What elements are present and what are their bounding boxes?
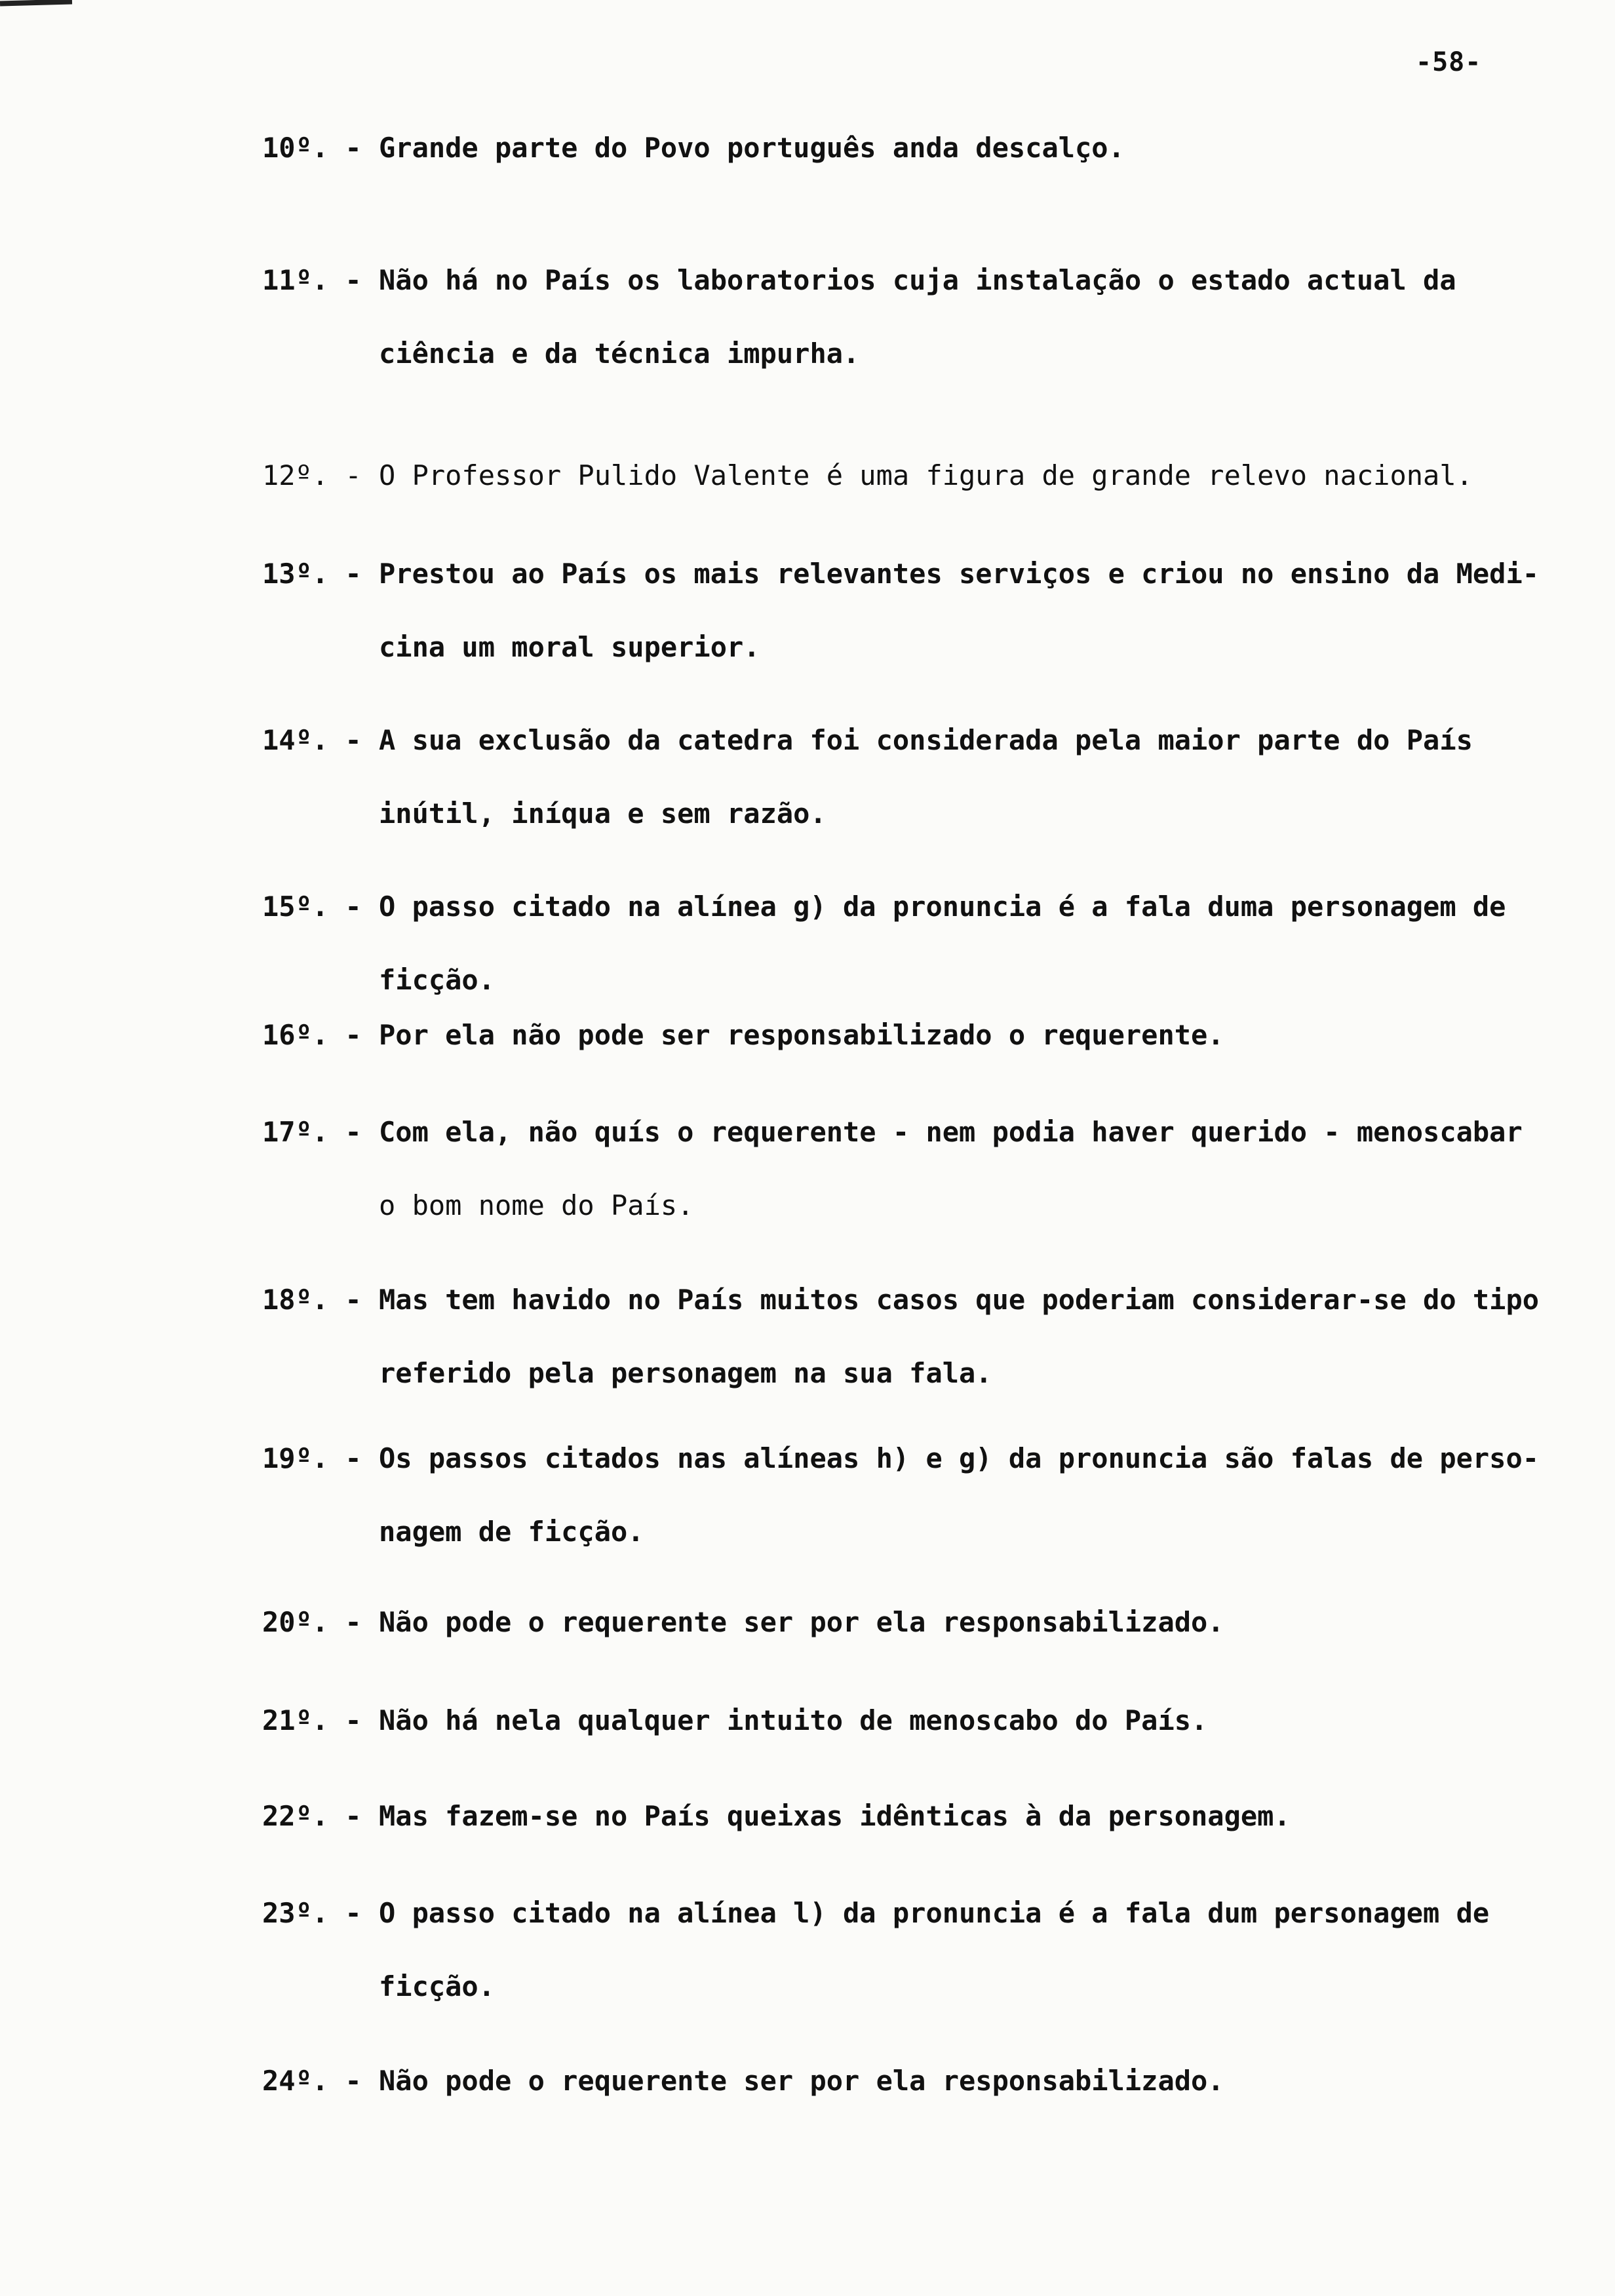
article-line: Grande parte do Povo português anda descalço. xyxy=(379,132,1125,164)
article-line: Com ela, não quís o requerente - nem podia haver querido - menoscabar xyxy=(379,1116,1523,1148)
article-11 xyxy=(262,244,1540,391)
article-23 xyxy=(262,1877,1540,2023)
article-line: Os passos citados nas alíneas h) e g) da pronuncia são falas de perso- xyxy=(379,1442,1540,1474)
article-13 xyxy=(262,537,1540,684)
article-21 xyxy=(262,1684,1540,1757)
article-19 xyxy=(262,1422,1540,1569)
article-12 xyxy=(262,439,1540,512)
article-line: Por ela não pode ser responsabilizado o requerente. xyxy=(379,1019,1224,1051)
article-line: Não pode o requerente ser por ela responsabilizado. xyxy=(379,1606,1224,1638)
article-22 xyxy=(262,1780,1540,1853)
article-line: O passo citado na alínea l) da pronuncia é a fala dum personagem de xyxy=(379,1897,1490,1929)
article-15 xyxy=(262,870,1540,1017)
article-14 xyxy=(262,704,1540,851)
article-number: 16º. - xyxy=(262,1019,362,1051)
article-line: Não há no País os laboratorios cuja instalação o estado actual da xyxy=(379,264,1456,296)
article-18 xyxy=(262,1263,1540,1410)
article-line: cina um moral superior. xyxy=(379,631,760,663)
article-line: A sua exclusão da catedra foi considerada pela maior parte do País xyxy=(379,724,1473,756)
article-line: referido pela personagem na sua fala. xyxy=(379,1357,992,1389)
article-line: ficção. xyxy=(379,1970,496,2002)
page-number: -58- xyxy=(1416,47,1482,77)
article-number: 19º. - xyxy=(262,1442,362,1474)
article-line: nagem de ficção. xyxy=(379,1516,644,1548)
article-number: 12º. - xyxy=(262,459,362,491)
article-line: O Professor Pulido Valente é uma figura de grande relevo nacional. xyxy=(379,459,1473,491)
article-line: Não pode o requerente ser por ela responsabilizado. xyxy=(379,2065,1224,2097)
article-number: 18º. - xyxy=(262,1284,362,1316)
article-line: ciência e da técnica impurha. xyxy=(379,337,860,370)
article-number: 20º. - xyxy=(262,1606,362,1638)
article-number: 21º. - xyxy=(262,1704,362,1736)
article-number: 14º. - xyxy=(262,724,362,756)
article-17 xyxy=(262,1096,1540,1242)
article-16 xyxy=(262,999,1540,1072)
article-10 xyxy=(262,111,1540,185)
article-number: 15º. - xyxy=(262,890,362,923)
article-number: 13º. - xyxy=(262,558,362,590)
article-number: 22º. - xyxy=(262,1800,362,1832)
article-line: ficção. xyxy=(379,964,496,996)
article-line: Não há nela qualquer intuito de menoscabo do País. xyxy=(379,1704,1208,1736)
article-number: 10º. - xyxy=(262,132,362,164)
article-line: Mas tem havido no País muitos casos que poderiam considerar-se do tipo xyxy=(379,1284,1540,1316)
article-24 xyxy=(262,2044,1540,2118)
article-line: O passo citado na alínea g) da pronuncia é a fala duma personagem de xyxy=(379,890,1506,923)
article-line: o bom nome do País. xyxy=(379,1189,694,1221)
scan-edge-mark xyxy=(0,0,72,6)
article-line: Prestou ao País os mais relevantes serviços e criou no ensino da Medi- xyxy=(379,558,1540,590)
article-number: 23º. - xyxy=(262,1897,362,1929)
article-number: 11º. - xyxy=(262,264,362,296)
article-line: inútil, iníqua e sem razão. xyxy=(379,797,827,830)
article-number: 24º. - xyxy=(262,2065,362,2097)
article-20 xyxy=(262,1586,1540,1659)
article-line: Mas fazem-se no País queixas idênticas à da personagem. xyxy=(379,1800,1291,1832)
article-number: 17º. - xyxy=(262,1116,362,1148)
